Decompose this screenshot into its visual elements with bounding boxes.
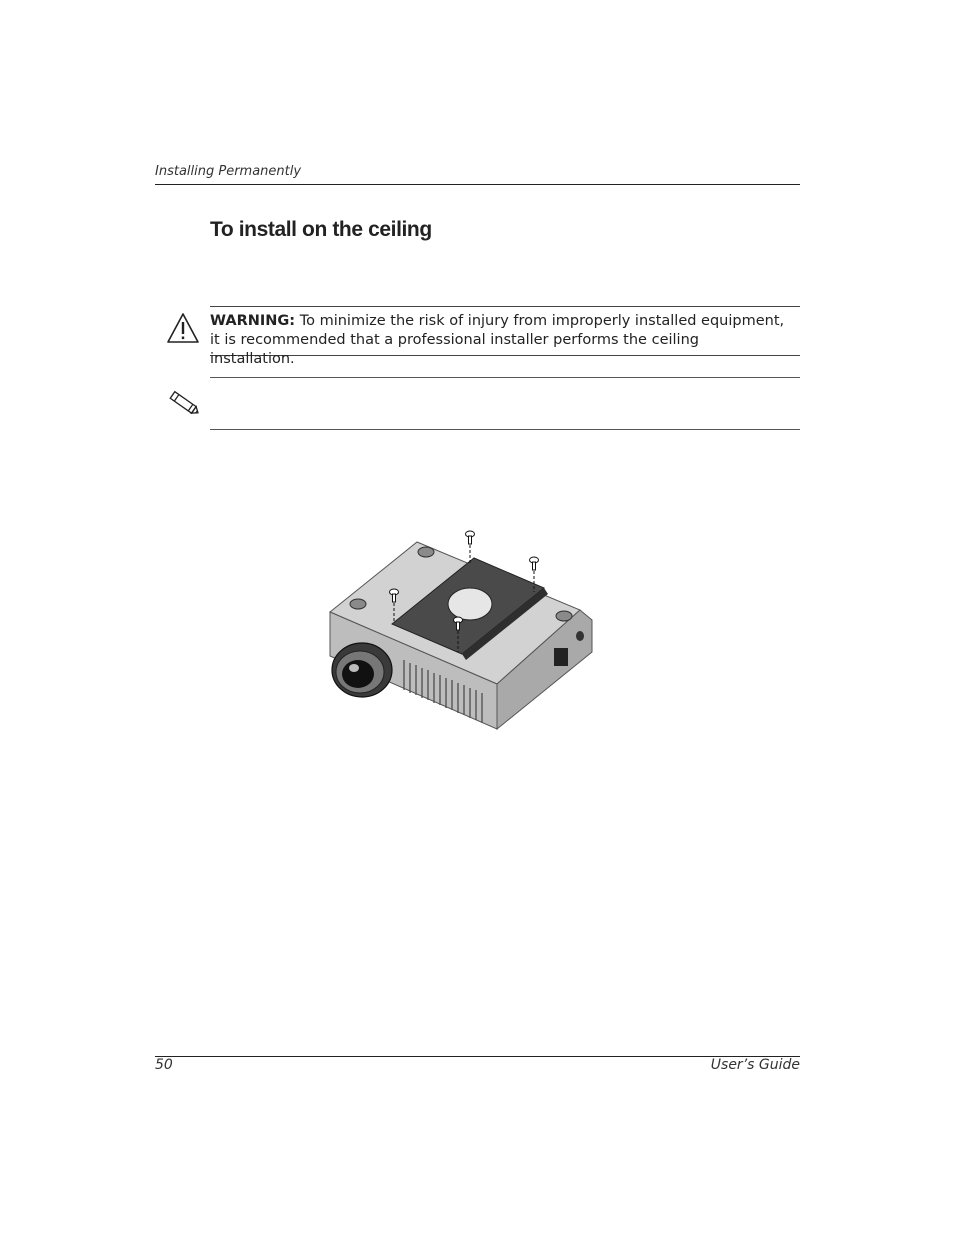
warning-text (210, 312, 785, 369)
footer-rule (155, 1056, 800, 1057)
warning-label: WARNING: (210, 313, 296, 329)
footer-title: User’s Guide (710, 1057, 800, 1073)
projector-ceiling-mount-illustration (322, 524, 602, 734)
section-title: To install on the ceiling (210, 218, 432, 241)
warning-triangle-icon (166, 312, 200, 344)
running-head: Installing Permanently (155, 164, 302, 179)
header-rule (155, 184, 800, 185)
page-number: 50 (155, 1057, 173, 1073)
warning-callout (210, 306, 800, 367)
pencil-note-icon (166, 388, 202, 418)
note-callout (210, 377, 800, 430)
warning-body: To minimize the risk of injury from improperly installed equipment, it is recommended that a professional installer performs the ceiling installation. (210, 313, 785, 367)
